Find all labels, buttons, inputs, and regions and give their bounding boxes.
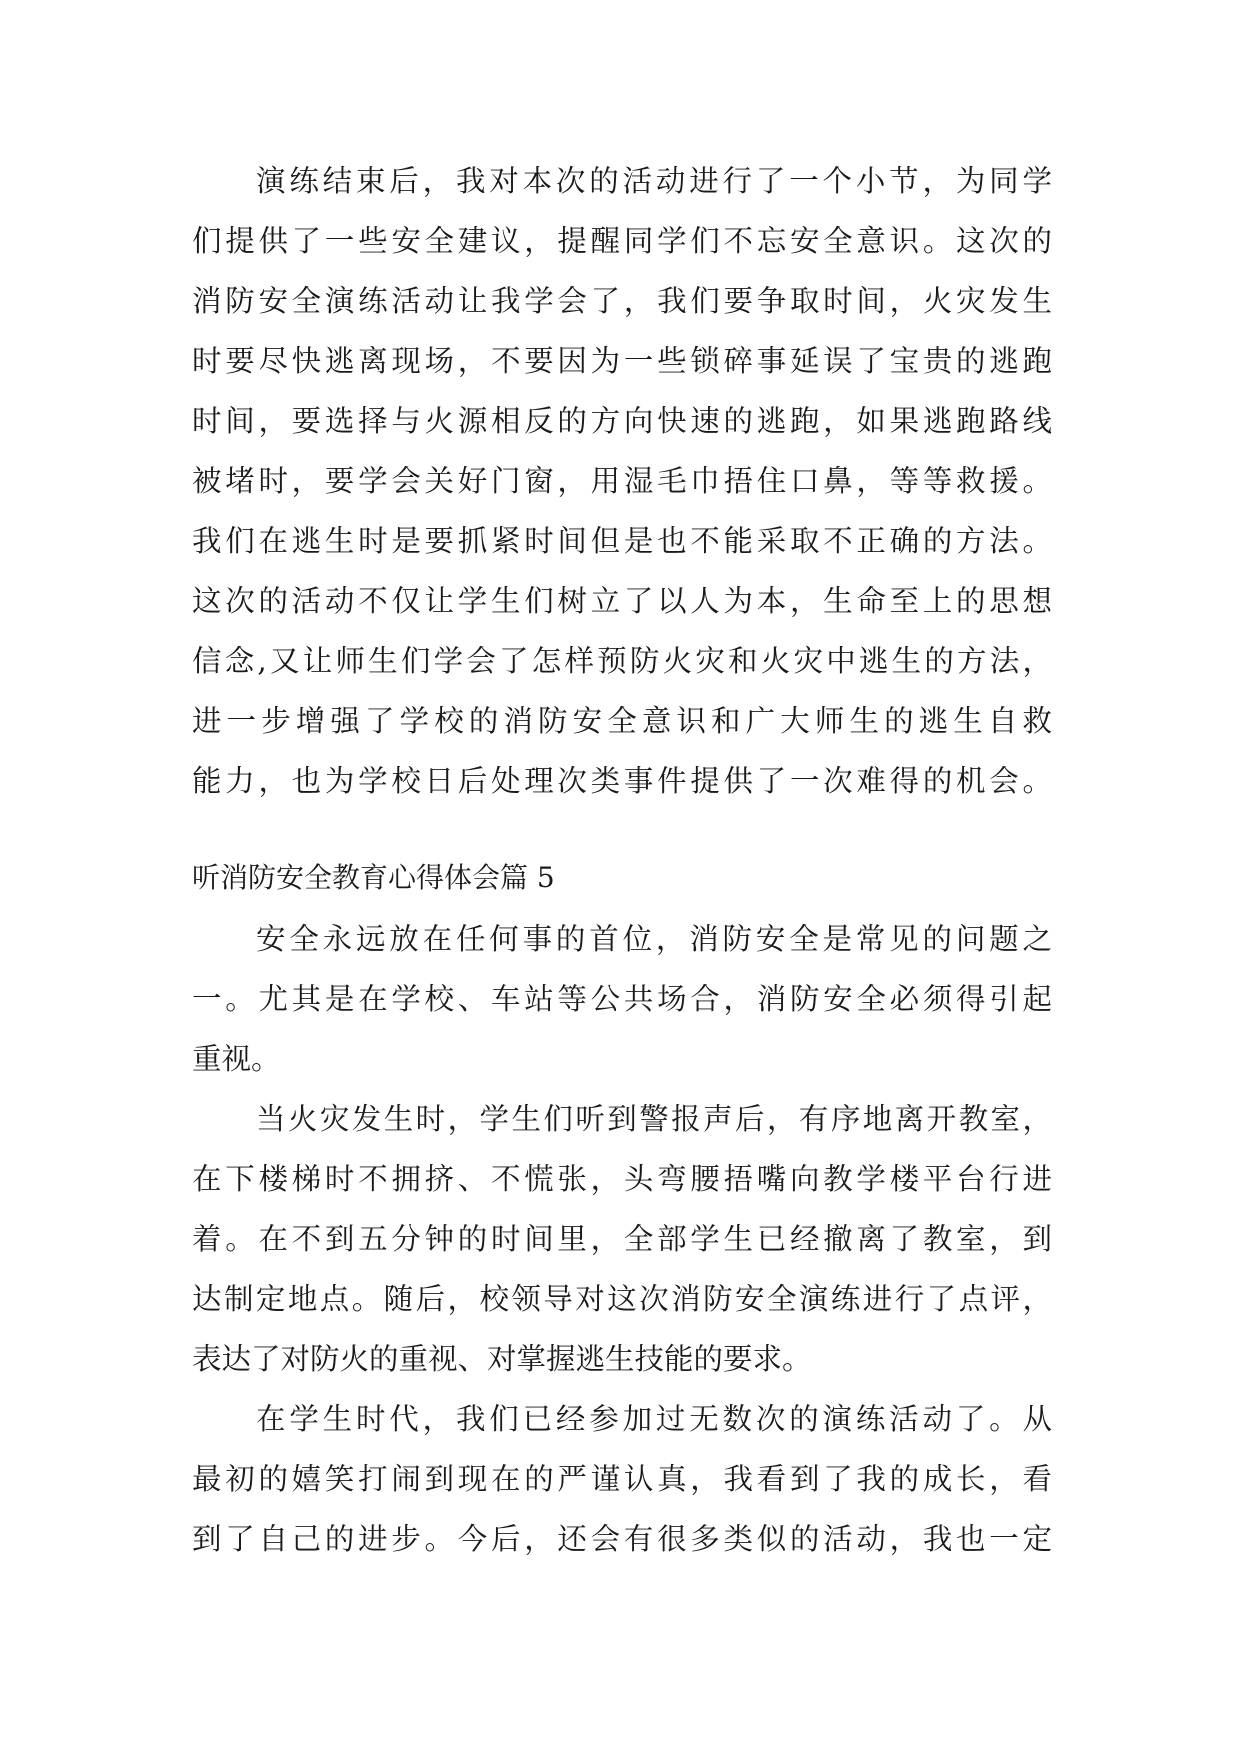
paragraph-line: 进一步增强了学校的消防安全意识和广大师生的逃生自救	[192, 704, 1052, 738]
paragraph-line: 们提供了一些安全建议，提醒同学们不忘安全意识。这次的	[192, 224, 1052, 258]
paragraph-line: 能力，也为学校日后处理次类事件提供了一次难得的机会。	[192, 764, 1052, 798]
paragraph-line: 时要尽快逃离现场，不要因为一些锁碎事延误了宝贵的逃跑	[192, 344, 1052, 378]
paragraph-line: 时间，要选择与火源相反的方向快速的逃跑，如果逃跑路线	[192, 404, 1052, 438]
paragraph-line: 一。尤其是在学校、车站等公共场合，消防安全必须得引起	[192, 982, 1052, 1016]
paragraph-line: 最初的嬉笑打闹到现在的严谨认真，我看到了我的成长，看	[192, 1462, 1052, 1496]
paragraph-line: 表达了对防火的重视、对掌握逃生技能的要求。	[192, 1342, 812, 1376]
paragraph-line: 在下楼梯时不拥挤、不慌张，头弯腰捂嘴向教学楼平台行进	[192, 1162, 1052, 1196]
paragraph-line: 在学生时代，我们已经参加过无数次的演练活动了。从	[256, 1402, 1052, 1436]
paragraph-line: 这次的活动不仅让学生们树立了以人为本，生命至上的思想	[192, 584, 1052, 618]
paragraph-line: 到了自己的进步。今后，还会有很多类似的活动，我也一定	[192, 1522, 1052, 1556]
paragraph-line: 演练结束后，我对本次的活动进行了一个小节，为同学	[256, 164, 1052, 198]
paragraph-line: 达制定地点。随后，校领导对这次消防安全演练进行了点评，	[192, 1282, 1052, 1316]
paragraph-line: 着。在不到五分钟的时间里，全部学生已经撤离了教室，到	[192, 1222, 1052, 1256]
section-heading: 听消防安全教育心得体会篇 5	[192, 861, 555, 894]
paragraph-line: 消防安全演练活动让我学会了，我们要争取时间，火灾发生	[192, 284, 1052, 318]
paragraph-line: 重视。	[192, 1042, 281, 1076]
paragraph-line: 当火灾发生时，学生们听到警报声后，有序地离开教室，	[256, 1102, 1052, 1136]
paragraph-line: 安全永远放在任何事的首位，消防安全是常见的问题之	[256, 922, 1052, 956]
paragraph-line: 被堵时，要学会关好门窗，用湿毛巾捂住口鼻，等等救援。	[192, 464, 1052, 498]
paragraph-line: 我们在逃生时是要抓紧时间但是也不能采取不正确的方法。	[192, 524, 1052, 558]
paragraph-line: 信念,又让师生们学会了怎样预防火灾和火灾中逃生的方法，	[192, 644, 1052, 678]
